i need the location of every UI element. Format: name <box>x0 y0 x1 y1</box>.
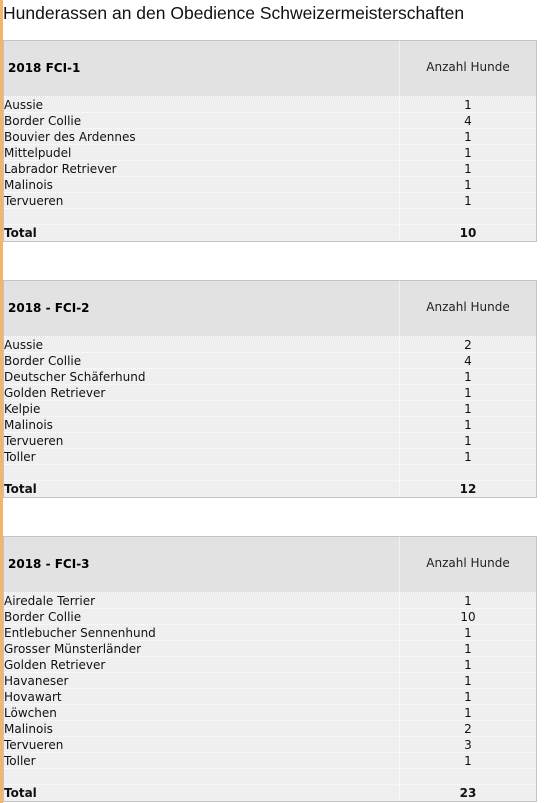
breed-table-section <box>3 536 537 802</box>
dog-count: 1 <box>464 146 472 160</box>
table-row <box>4 753 536 769</box>
column-divider <box>399 465 400 480</box>
dog-count: 1 <box>464 706 472 720</box>
table-row <box>4 689 536 705</box>
total-label: Total <box>4 786 37 800</box>
total-row <box>4 225 536 241</box>
dog-count: 3 <box>464 738 472 752</box>
breed-table-section <box>3 280 537 498</box>
dog-count: 1 <box>464 370 472 384</box>
table-row <box>4 97 536 113</box>
breed-name: Deutscher Schäferhund <box>4 370 146 384</box>
table-row <box>4 449 536 465</box>
table-row <box>4 369 536 385</box>
spacer-row <box>4 769 536 785</box>
section-title: 2018 - FCI-3 <box>8 557 90 571</box>
dog-count: 1 <box>464 434 472 448</box>
breed-name: Tervueren <box>4 434 64 448</box>
table-row <box>4 353 536 369</box>
dog-count: 1 <box>464 450 472 464</box>
breed-name: Grosser Münsterländer <box>4 642 142 656</box>
total-label: Total <box>4 226 37 240</box>
breed-name: Airedale Terrier <box>4 594 96 608</box>
total-row <box>4 481 536 497</box>
breed-name: Malinois <box>4 418 53 432</box>
total-label: Total <box>4 482 37 496</box>
dog-count: 2 <box>464 338 472 352</box>
dog-count: 2 <box>464 722 472 736</box>
breed-name: Bouvier des Ardennes <box>4 130 136 144</box>
spacer-row <box>4 465 536 481</box>
table-row <box>4 641 536 657</box>
dog-count: 1 <box>464 754 472 768</box>
table-row <box>4 129 536 145</box>
dog-count: 1 <box>464 178 472 192</box>
dog-count: 1 <box>464 386 472 400</box>
table-row <box>4 177 536 193</box>
breed-name: Malinois <box>4 722 53 736</box>
breed-name: Border Collie <box>4 114 82 128</box>
dog-count: 1 <box>464 130 472 144</box>
total-count: 10 <box>459 226 477 240</box>
breed-name: Border Collie <box>4 610 82 624</box>
total-row <box>4 785 536 801</box>
breed-name: Golden Retriever <box>4 386 106 400</box>
table-header <box>4 41 536 97</box>
table-row <box>4 705 536 721</box>
table-row <box>4 673 536 689</box>
table-header <box>4 537 536 593</box>
breed-name: Löwchen <box>4 706 57 720</box>
table-header <box>4 281 536 337</box>
breed-name: Labrador Retriever <box>4 162 117 176</box>
table-row <box>4 113 536 129</box>
breed-table-section <box>3 40 537 242</box>
dog-count: 1 <box>464 674 472 688</box>
table-row <box>4 417 536 433</box>
table-row <box>4 721 536 737</box>
dog-count: 4 <box>464 114 472 128</box>
table-row <box>4 593 536 609</box>
table-row <box>4 145 536 161</box>
breed-name: Aussie <box>4 98 44 112</box>
dog-count: 1 <box>464 162 472 176</box>
table-row <box>4 625 536 641</box>
dog-count: 1 <box>464 194 472 208</box>
dog-count: 1 <box>464 594 472 608</box>
breed-name: Kelpie <box>4 402 41 416</box>
table-row <box>4 161 536 177</box>
count-column-header: Anzahl Hunde <box>426 556 510 570</box>
count-column-header: Anzahl Hunde <box>426 300 510 314</box>
table-row <box>4 337 536 353</box>
dog-count: 1 <box>464 690 472 704</box>
dog-count: 1 <box>464 418 472 432</box>
table-row <box>4 737 536 753</box>
count-column-header: Anzahl Hunde <box>426 60 510 74</box>
breed-name: Malinois <box>4 178 53 192</box>
breed-name: Hovawart <box>4 690 62 704</box>
table-row <box>4 609 536 625</box>
breed-name: Entlebucher Sennenhund <box>4 626 156 640</box>
breed-name: Toller <box>4 450 36 464</box>
spacer-row <box>4 209 536 225</box>
table-row <box>4 385 536 401</box>
dog-count: 10 <box>460 610 476 624</box>
breed-name: Toller <box>4 754 36 768</box>
table-row <box>4 401 536 417</box>
breed-name: Mittelpudel <box>4 146 72 160</box>
table-row <box>4 193 536 209</box>
table-row <box>4 433 536 449</box>
table-row <box>4 657 536 673</box>
column-divider <box>399 209 400 224</box>
breed-name: Tervueren <box>4 194 64 208</box>
breed-name: Havaneser <box>4 674 69 688</box>
dog-count: 1 <box>464 626 472 640</box>
dog-count: 1 <box>464 642 472 656</box>
dog-count: 1 <box>464 658 472 672</box>
total-count: 23 <box>459 786 477 800</box>
breed-name: Tervueren <box>4 738 64 752</box>
breed-name: Aussie <box>4 338 44 352</box>
section-title: 2018 FCI-1 <box>8 61 81 75</box>
page-title: Hunderassen an den Obedience Schweizermeisterschaften <box>3 3 465 23</box>
total-count: 12 <box>459 482 477 496</box>
column-divider <box>399 769 400 784</box>
breed-name: Golden Retriever <box>4 658 106 672</box>
dog-count: 1 <box>464 402 472 416</box>
dog-count: 1 <box>464 98 472 112</box>
section-title: 2018 - FCI-2 <box>8 301 90 315</box>
breed-name: Border Collie <box>4 354 82 368</box>
dog-count: 4 <box>464 354 472 368</box>
